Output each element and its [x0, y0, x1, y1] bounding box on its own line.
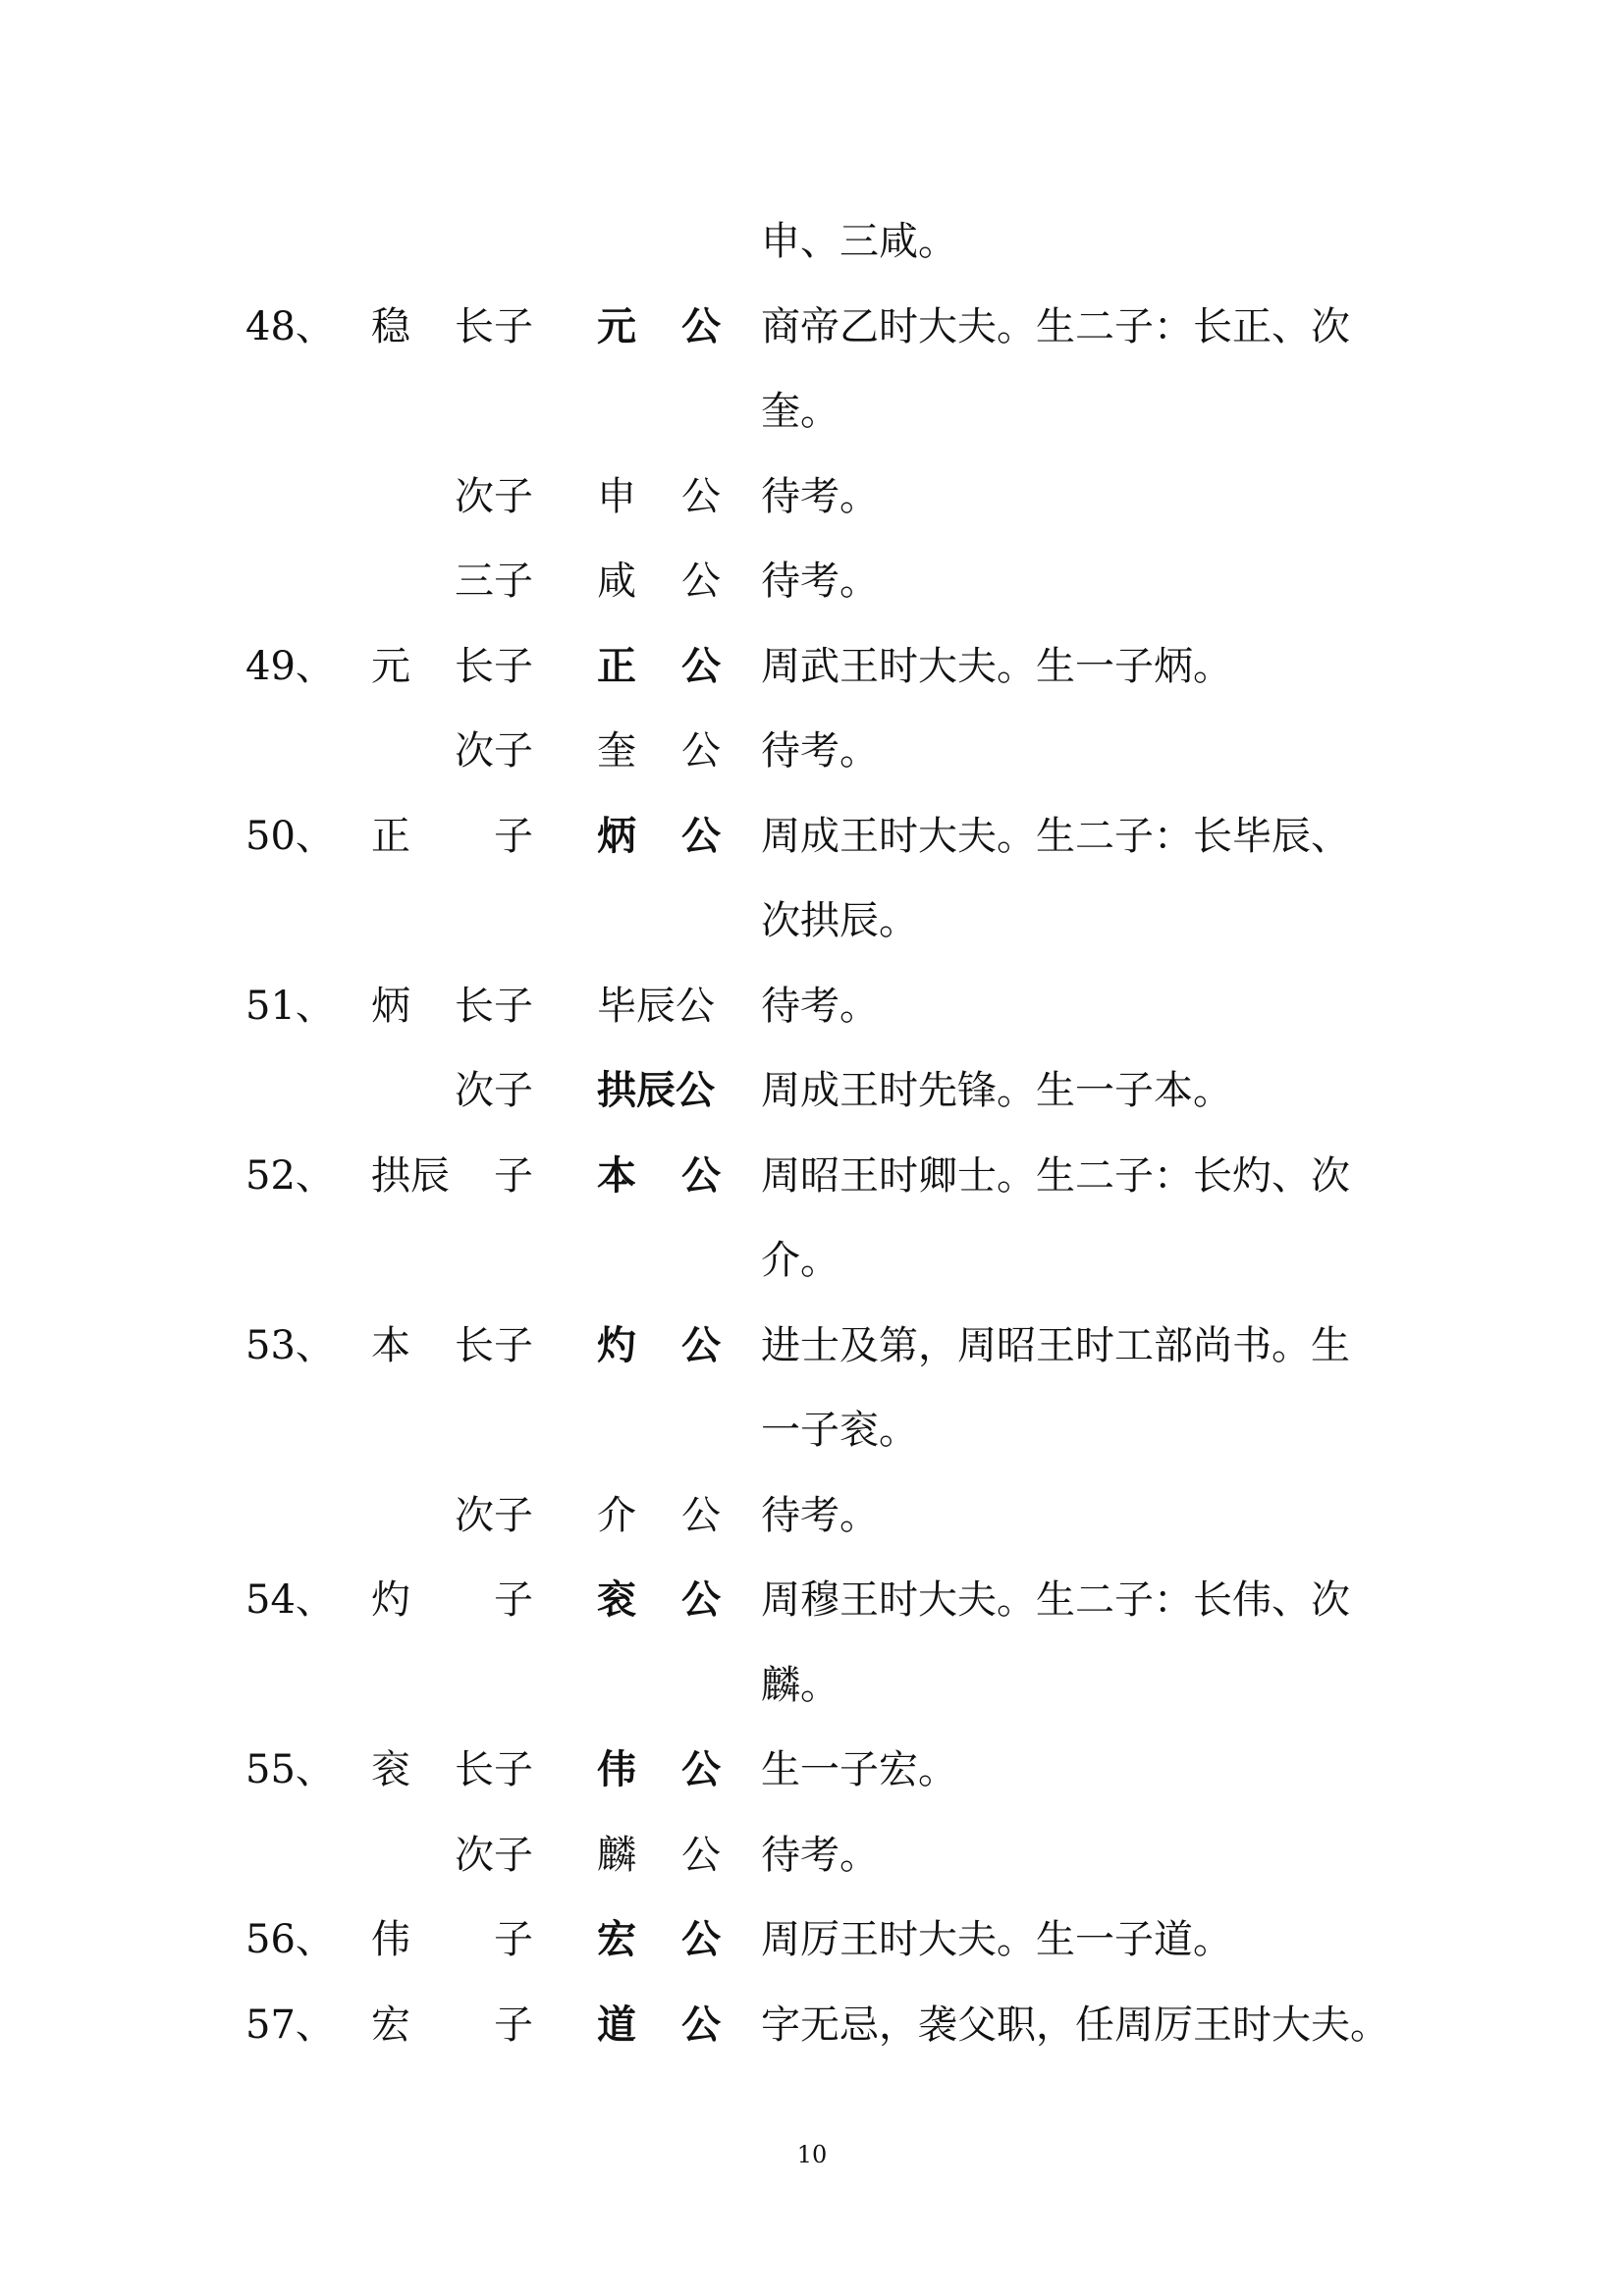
- relation-label: 三子: [455, 559, 533, 604]
- person-name: 炳: [597, 813, 636, 859]
- person-name: 灼: [597, 1322, 636, 1368]
- entry-row: [0, 1148, 1624, 1207]
- relation-label: 次子: [455, 1493, 533, 1538]
- continuation-line: [0, 893, 1624, 952]
- honorific: 公: [681, 1322, 721, 1368]
- entry-row: [0, 1998, 1624, 2056]
- father-name: 元: [371, 644, 410, 689]
- father-name: 伟: [371, 1917, 410, 1962]
- father-name: 灼: [371, 1577, 410, 1623]
- description-continuation: 一子衮。: [761, 1408, 918, 1453]
- person-description: 生一子宏。: [761, 1747, 957, 1792]
- honorific: 公: [681, 1576, 721, 1623]
- continuation-line: [0, 1233, 1624, 1292]
- person-description: 待考。: [761, 1833, 879, 1878]
- entry-row: [0, 1488, 1624, 1547]
- honorific: 公: [681, 813, 721, 859]
- person-description: 待考。: [761, 474, 879, 519]
- entry-row: [0, 723, 1624, 782]
- continuation-line: [0, 384, 1624, 443]
- honorific: 公: [681, 643, 721, 689]
- relation-label: 子: [494, 2002, 533, 2048]
- relation-label: 次子: [455, 474, 533, 519]
- relation-label: 子: [494, 1577, 533, 1623]
- person-name: 宏: [597, 1916, 636, 1962]
- honorific: 公: [681, 1833, 721, 1878]
- person-name: 伟: [597, 1746, 636, 1792]
- generation-number: 56、: [245, 1917, 335, 1962]
- person-name: 元: [597, 303, 636, 349]
- entry-row: [0, 809, 1624, 868]
- honorific: 公: [681, 474, 721, 519]
- relation-label: 次子: [455, 1068, 533, 1113]
- generation-number: 51、: [245, 984, 335, 1029]
- person-name: 正: [597, 643, 636, 689]
- honorific: 公: [681, 1493, 721, 1538]
- father-name: 拱辰: [371, 1153, 450, 1199]
- entry-row: [0, 1063, 1624, 1122]
- description-continuation: 次拱辰。: [761, 898, 918, 943]
- person-description: 周成王时先锋。生一子本。: [761, 1068, 1232, 1113]
- continuation-line: [0, 214, 1624, 273]
- continuation-line: [0, 1658, 1624, 1717]
- person-name: 咸: [597, 559, 636, 604]
- generation-number: 54、: [245, 1577, 335, 1623]
- relation-label: 长子: [455, 984, 533, 1029]
- person-name: 衮: [597, 1576, 636, 1623]
- relation-label: 长子: [455, 304, 533, 349]
- honorific: 公: [681, 2002, 721, 2048]
- person-name: 道: [597, 2002, 636, 2048]
- relation-label: 子: [494, 1153, 533, 1199]
- generation-number: 48、: [245, 304, 335, 349]
- generation-number: 52、: [245, 1153, 335, 1199]
- person-name: 本: [597, 1152, 636, 1199]
- person-description: 周厉王时大夫。生一子道。: [761, 1917, 1232, 1962]
- page-number: 10: [796, 2141, 828, 2168]
- honorific: 公: [681, 1152, 721, 1199]
- description-continuation: 申、三咸。: [761, 219, 957, 264]
- description-continuation: 麟。: [761, 1663, 839, 1708]
- entry-row: [0, 979, 1624, 1038]
- relation-label: 长子: [455, 644, 533, 689]
- relation-label: 长子: [455, 1747, 533, 1792]
- generation-number: 49、: [245, 644, 335, 689]
- honorific: 公: [681, 728, 721, 774]
- honorific: 公: [681, 1916, 721, 1962]
- person-description: 待考。: [761, 984, 879, 1029]
- entry-row: [0, 299, 1624, 358]
- father-name: 衮: [371, 1747, 410, 1792]
- entry-row: [0, 1912, 1624, 1971]
- relation-label: 次子: [455, 728, 533, 774]
- person-name: 毕辰公: [597, 984, 715, 1029]
- person-description: 进士及第，周昭王时工部尚书。生: [761, 1323, 1350, 1368]
- entry-row: [0, 639, 1624, 698]
- entry-row: [0, 554, 1624, 613]
- person-name: 奎: [597, 728, 636, 774]
- honorific: 公: [681, 1746, 721, 1792]
- relation-label: 子: [494, 814, 533, 859]
- person-description: 字无忌，袭父职，任周厉王时大夫。: [761, 2002, 1389, 2048]
- generation-number: 57、: [245, 2002, 335, 2048]
- relation-label: 次子: [455, 1833, 533, 1878]
- father-name: 宏: [371, 2002, 410, 2048]
- person-description: 待考。: [761, 1493, 879, 1538]
- person-name: 拱辰公: [597, 1067, 715, 1113]
- person-description: 周穆王时大夫。生二子：长伟、次: [761, 1577, 1350, 1623]
- father-name: 稳: [371, 304, 410, 349]
- generation-number: 50、: [245, 814, 335, 859]
- person-name: 麟: [597, 1833, 636, 1878]
- person-name: 申: [597, 474, 636, 519]
- honorific: 公: [681, 559, 721, 604]
- person-description: 待考。: [761, 559, 879, 604]
- father-name: 正: [371, 814, 410, 859]
- person-name: 介: [597, 1493, 636, 1538]
- relation-label: 子: [494, 1917, 533, 1962]
- person-description: 待考。: [761, 728, 879, 774]
- honorific: 公: [681, 303, 721, 349]
- father-name: 本: [371, 1323, 410, 1368]
- person-description: 商帝乙时大夫。生二子：长正、次: [761, 304, 1350, 349]
- father-name: 炳: [371, 984, 410, 1029]
- person-description: 周成王时大夫。生二子：长毕辰、: [761, 814, 1350, 859]
- generation-number: 55、: [245, 1747, 335, 1792]
- entry-row: [0, 1318, 1624, 1377]
- description-continuation: 介。: [761, 1238, 839, 1283]
- relation-label: 长子: [455, 1323, 533, 1368]
- person-description: 周武王时大夫。生一子炳。: [761, 644, 1232, 689]
- entry-row: [0, 1573, 1624, 1631]
- entry-row: [0, 1828, 1624, 1887]
- person-description: 周昭王时卿士。生二子：长灼、次: [761, 1153, 1350, 1199]
- generation-number: 53、: [245, 1323, 335, 1368]
- continuation-line: [0, 1403, 1624, 1462]
- entry-row: [0, 469, 1624, 528]
- description-continuation: 奎。: [761, 389, 839, 434]
- entry-row: [0, 1742, 1624, 1801]
